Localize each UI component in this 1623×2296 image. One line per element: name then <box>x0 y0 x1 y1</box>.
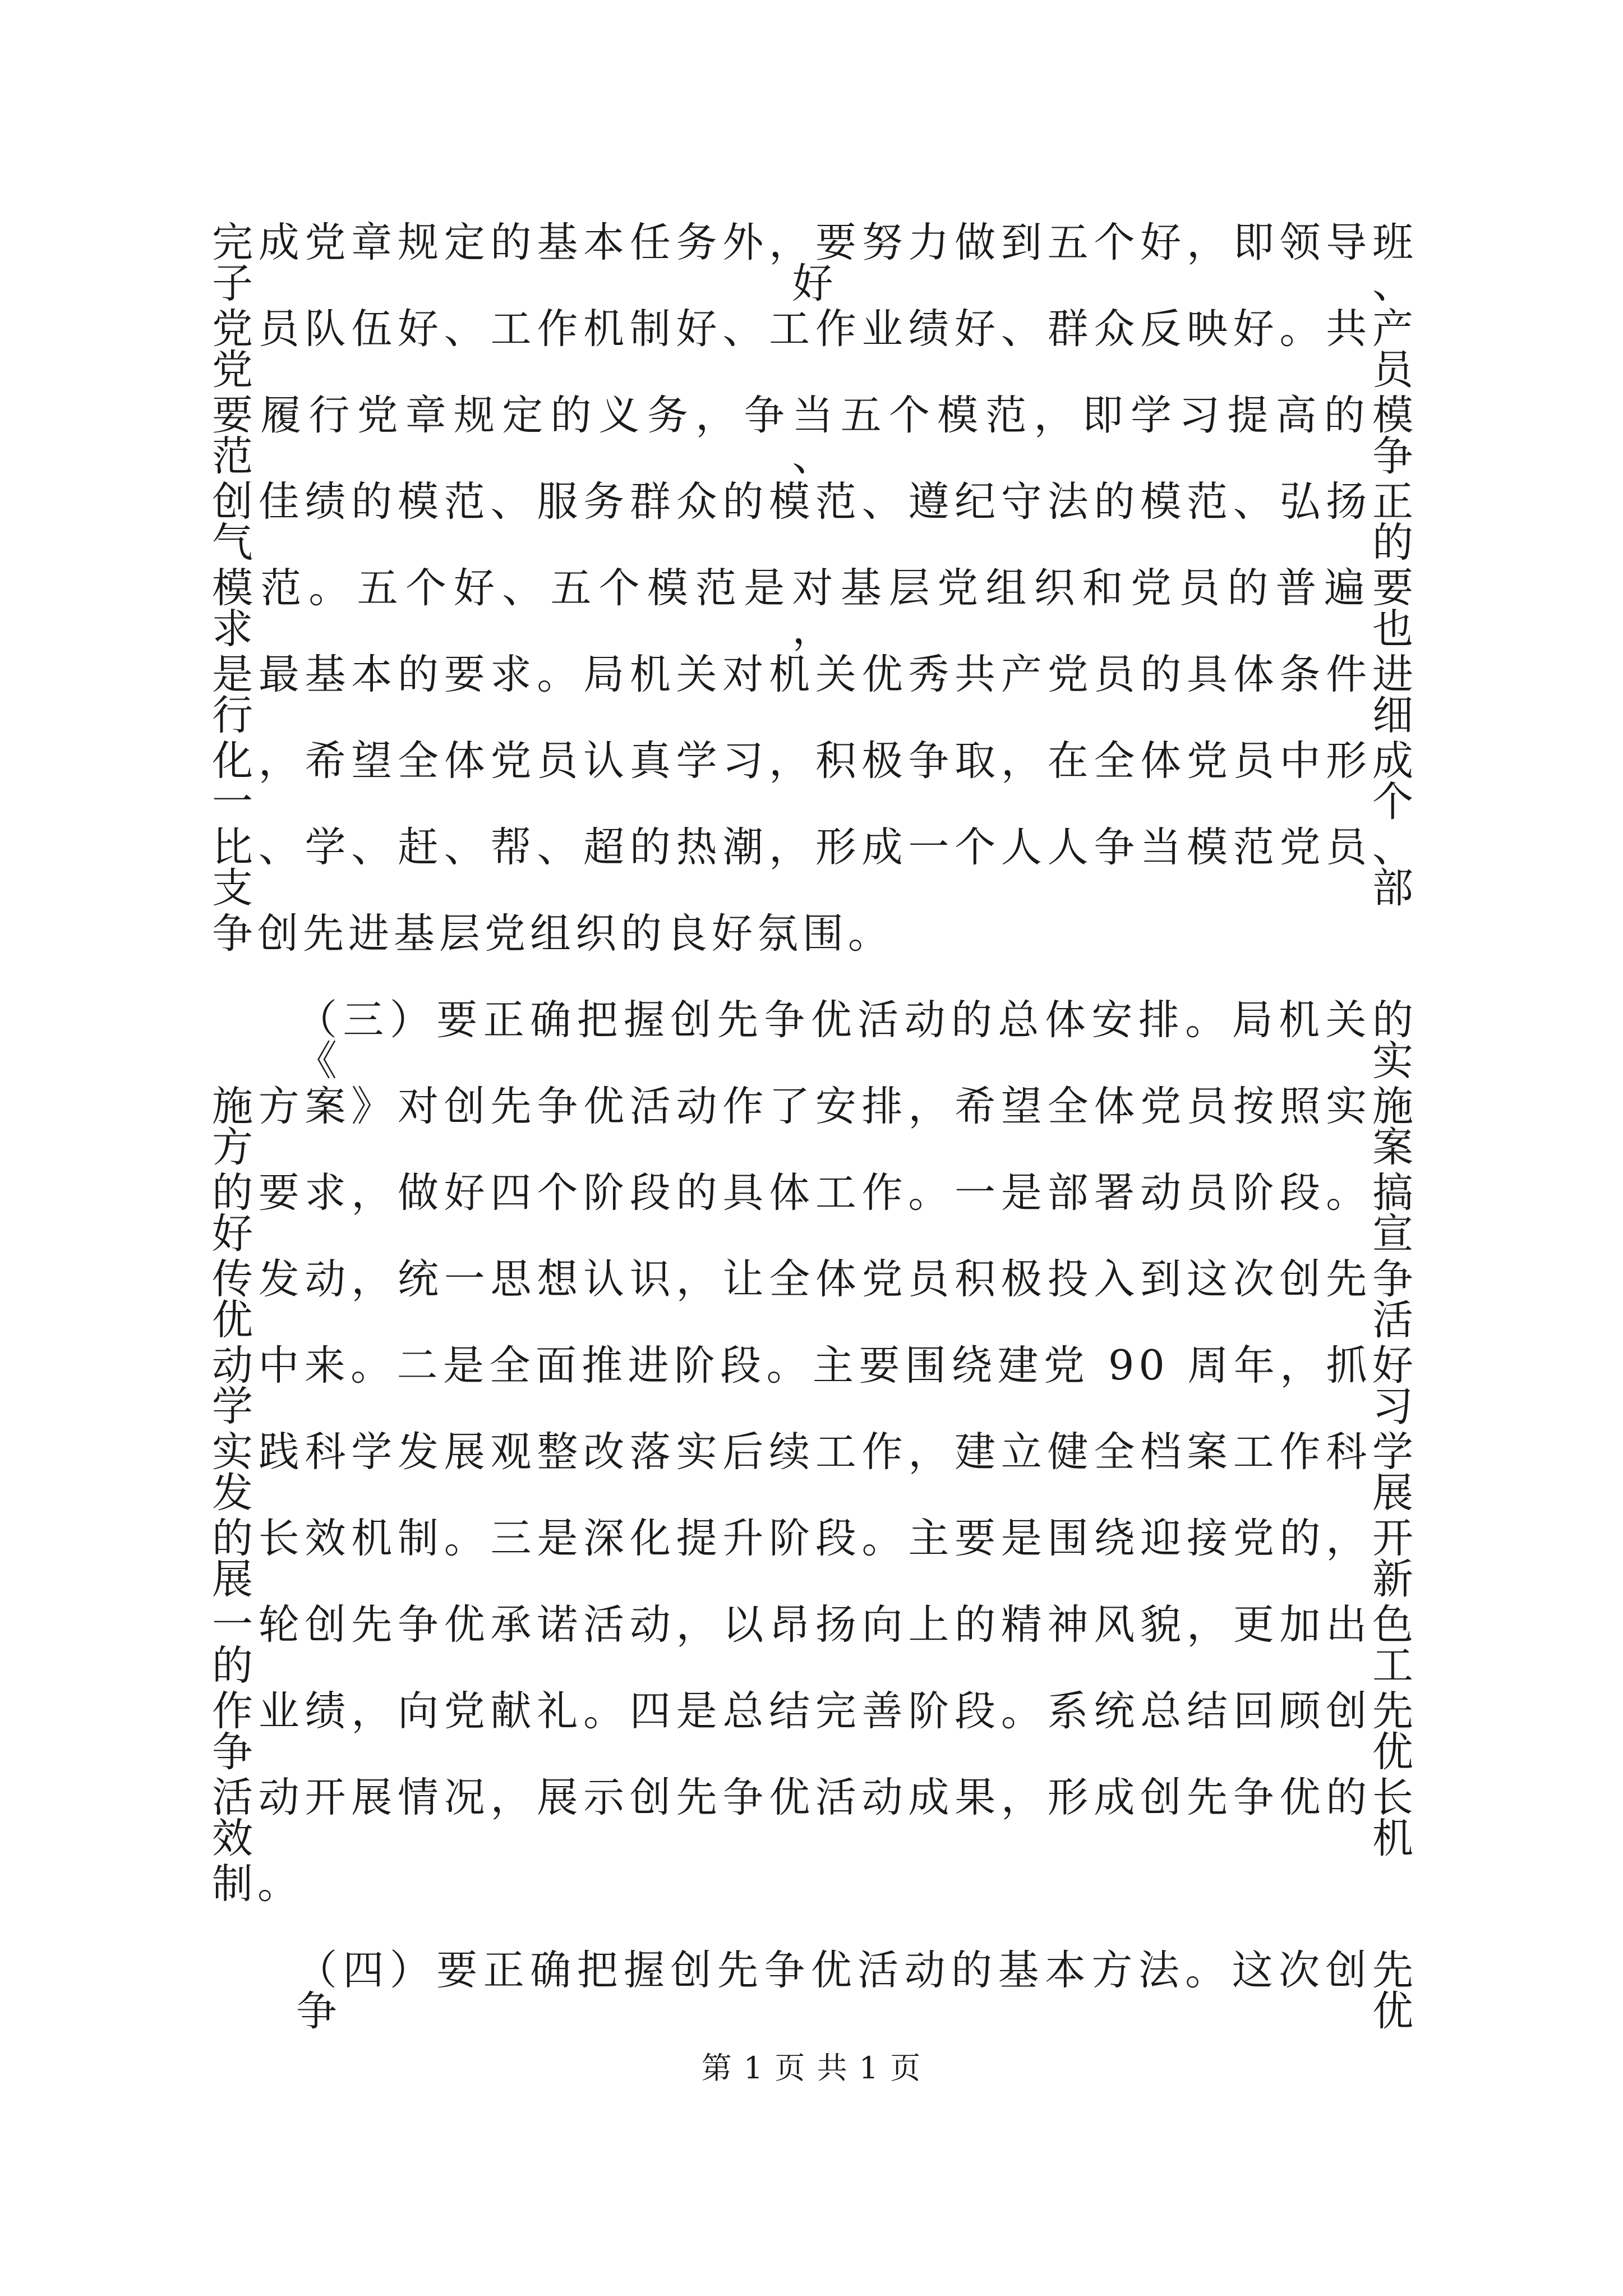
text-line: 实践科学发展观整改落实后续工作，建立健全档案工作科学发展 <box>212 1428 1418 1517</box>
text-line: 施方案》对创先争优活动作了安排，希望全体党员按照实施方案 <box>212 1083 1418 1171</box>
text-line: 是最基本的要求。局机关对机关优秀共产党员的具体条件进行细 <box>212 651 1418 739</box>
page-footer: 第 1 页 共 1 页 <box>701 2050 922 2086</box>
paragraph-heading-line: （三）要正确把握创先争优活动的总体安排。局机关的《实 <box>296 996 1418 1085</box>
text-line: 一轮创先争优承诺活动，以昂扬向上的精神风貌，更加出色的工 <box>212 1601 1418 1690</box>
text-line: 传发动，统一思想认识，让全体党员积极投入到这次创先争优活 <box>212 1255 1418 1344</box>
text-line: 的长效机制。三是深化提升阶段。主要是围绕迎接党的，开展新 <box>212 1515 1418 1603</box>
text-line: 争创先进基层党组织的良好氛围。 <box>212 910 893 958</box>
text-line: 作业绩，向党献礼。四是总结完善阶段。系统总结回顾创先争优 <box>212 1687 1418 1776</box>
text-line: 比、学、赶、帮、超的热潮，形成一个人人争当模范党员、支部 <box>212 823 1418 912</box>
paragraph-heading-line: （四）要正确把握创先争优活动的基本方法。这次创先争优 <box>296 1947 1418 2035</box>
text-line: 动中来。二是全面推进阶段。主要围绕建党 90 周年，抓好学习 <box>212 1342 1418 1430</box>
text-line: 创佳绩的模范、服务群众的模范、遵纪守法的模范、弘扬正气的 <box>212 478 1418 567</box>
text-line: 制。 <box>212 1860 303 1908</box>
text-line: 的要求，做好四个阶段的具体工作。一是部署动员阶段。搞好宣 <box>212 1169 1418 1258</box>
text-line: 模范。五个好、五个模范是对基层党组织和党员的普遍要求，也 <box>212 564 1418 653</box>
text-line: 党员队伍好、工作机制好、工作业绩好、群众反映好。共产党员 <box>212 305 1418 394</box>
text-line: 化，希望全体党员认真学习，积极争取，在全体党员中形成一个 <box>212 737 1418 826</box>
text-line: 要履行党章规定的义务，争当五个模范，即学习提高的模范、争 <box>212 392 1418 480</box>
text-line: 活动开展情况，展示创先争优活动成果，形成创先争优的长效机 <box>212 1774 1418 1862</box>
text-line: 完成党章规定的基本任务外，要努力做到五个好，即领导班子好、 <box>212 219 1418 307</box>
